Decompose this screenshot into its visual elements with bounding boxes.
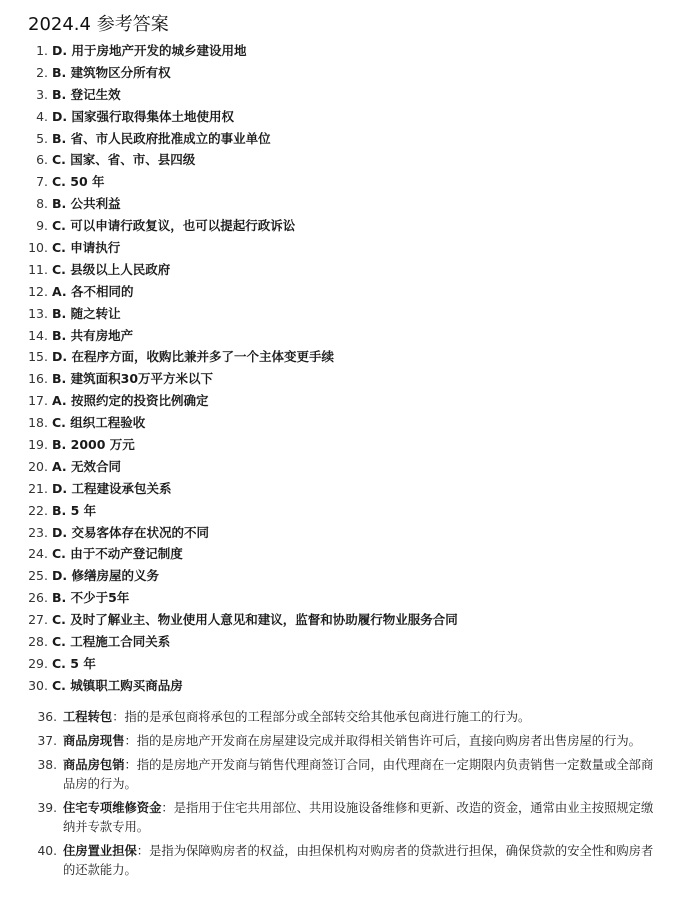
definition-text: ：是指用于住宅共用部位、共用设施设备维修和更新、改造的资金，通常由业主按照规定缴纳并专款专用。 [63,801,654,834]
answer-item [0,40,681,62]
answer-text: C. 及时了解业主、物业使用人意见和建议，监督和协助履行物业服务合同 [52,612,458,628]
answer-text: B. 建筑物区分所有权 [52,64,171,80]
answer-item [0,193,681,215]
answer-text: C. 可以申请行政复议，也可以提起行政诉讼 [52,218,296,234]
answer-number: 9. [36,218,48,234]
answer-number: 5. [36,130,48,146]
answer-text: B. 不少于5年 [52,590,130,606]
answer-item [0,215,681,237]
answer-item [0,325,681,347]
answer-text: C. 组织工程验收 [52,415,146,431]
answer-item [0,653,681,675]
answer-number: 7. [36,174,48,190]
answer-text: B. 2000 万元 [52,437,135,453]
answer-text: C. 国家、省、市、县四级 [52,152,196,168]
answer-item [0,478,681,500]
answer-number: 22. [28,502,48,518]
answer-number: 26. [28,590,48,606]
answer-number: 11. [28,261,48,277]
definition-item [0,732,681,751]
answer-item [0,171,681,193]
answer-number: 30. [28,677,48,693]
answer-item [0,237,681,259]
definition-term: 商品房现售 [63,734,125,748]
definition-term: 住房置业担保 [63,844,137,858]
definition-body [63,732,663,751]
answer-item [0,84,681,106]
answer-item [0,456,681,478]
answer-text: B. 建筑面积30万平方米以下 [52,371,214,387]
definition-number: 40. [37,844,57,858]
answer-item [0,62,681,84]
answer-text: C. 5 年 [52,655,96,671]
answer-number: 19. [28,437,48,453]
definition-body [63,708,663,727]
answer-item [0,128,681,150]
definition-body [63,842,663,880]
answer-number: 8. [36,196,48,212]
answer-text: D. 用于房地产开发的城乡建设用地 [52,43,247,58]
answer-text: A. 按照约定的投资比例确定 [52,393,209,409]
answer-number: 16. [28,371,48,387]
answer-item [0,259,681,281]
answer-number: 24. [28,546,48,562]
answer-text: B. 公共利益 [52,196,121,212]
definition-text: ：指的是承包商将承包的工程部分或全部转交给其他承包商进行施工的行为。 [112,710,531,724]
answer-text: B. 登记生效 [52,86,121,102]
answer-text: A. 无效合同 [52,458,122,474]
answer-number: 3. [36,86,48,102]
definition-term: 工程转包 [63,710,113,724]
answer-text: C. 工程施工合同关系 [52,634,171,650]
answer-item [0,522,681,544]
answer-item [0,500,681,522]
answer-text: B. 5 年 [52,502,97,518]
answer-number: 12. [28,283,48,299]
definition-item [0,842,681,880]
definition-text: ：指的是房地产开发商与销售代理商签订合同，由代理商在一定期限内负责销售一定数量或全部商品房的行为。 [63,758,654,791]
answer-text: D. 工程建设承包关系 [52,480,172,496]
answer-item [0,543,681,565]
answer-number: 15. [28,349,48,365]
answer-number: 2. [36,64,48,80]
answer-number: 28. [28,634,48,650]
answer-text: C. 50 年 [52,174,105,190]
answer-item [0,609,681,631]
answer-text: C. 城镇职工购买商品房 [52,677,183,693]
answer-number: 17. [28,393,48,409]
answer-number: 13. [28,305,48,321]
answer-number: 20. [28,458,48,474]
answer-item [0,106,681,128]
definition-number: 38. [37,758,57,772]
definition-number: 36. [37,710,57,724]
answer-text: D. 在程序方面，收购比兼并多了一个主体变更手续 [52,349,334,365]
definition-item [0,708,681,727]
answer-number: 14. [28,327,48,343]
answer-number: 4. [36,108,48,124]
answer-text: D. 国家强行取得集体土地使用权 [52,108,234,124]
answer-item [0,303,681,325]
answer-item [0,434,681,456]
definition-term: 住宅专项维修资金 [63,801,162,815]
answer-number: 18. [28,415,48,431]
answer-text: D. 交易客体存在状况的不同 [52,524,209,540]
answer-item [0,281,681,303]
answer-item [0,412,681,434]
definition-list [0,708,681,885]
definition-number: 37. [37,734,57,748]
answer-text: D. 修缮房屋的义务 [52,568,159,584]
answer-item [0,631,681,653]
definition-text: ：指的是房地产开发商在房屋建设完成并取得相关销售许可后，直接向购房者出售房屋的行为。 [124,734,641,748]
answer-number: 25. [28,568,48,584]
answer-number: 6. [36,152,48,168]
answer-item [0,390,681,412]
answer-item [0,587,681,609]
answer-text: B. 随之转让 [52,305,121,321]
answer-item [0,675,681,697]
answer-number: 21. [28,480,48,496]
answer-number: 29. [28,655,48,671]
answer-number: 27. [28,612,48,628]
definition-item [0,799,681,837]
definition-body [63,799,663,837]
answer-number: 23. [28,524,48,540]
answer-text: A. 各不相同的 [52,283,134,299]
answer-item [0,368,681,390]
page-title: 2024.4 参考答案 [28,14,169,35]
answer-text: C. 申请执行 [52,240,121,256]
answer-text: C. 由于不动产登记制度 [52,546,183,562]
definition-item [0,756,681,794]
answer-number: 1. [36,43,48,58]
answer-text: B. 省、市人民政府批准成立的事业单位 [52,130,271,146]
definition-text: ：是指为保障购房者的权益，由担保机构对购房者的贷款进行担保，确保贷款的安全性和购房者的还款能力。 [63,844,654,877]
answer-item [0,346,681,368]
answer-text: C. 县级以上人民政府 [52,261,171,277]
answer-list [0,40,681,697]
answer-text: B. 共有房地产 [52,327,134,343]
answer-item [0,565,681,587]
answer-item [0,149,681,171]
definition-term: 商品房包销 [63,758,125,772]
answer-number: 10. [28,240,48,256]
definition-body [63,756,663,794]
definition-number: 39. [37,801,57,815]
